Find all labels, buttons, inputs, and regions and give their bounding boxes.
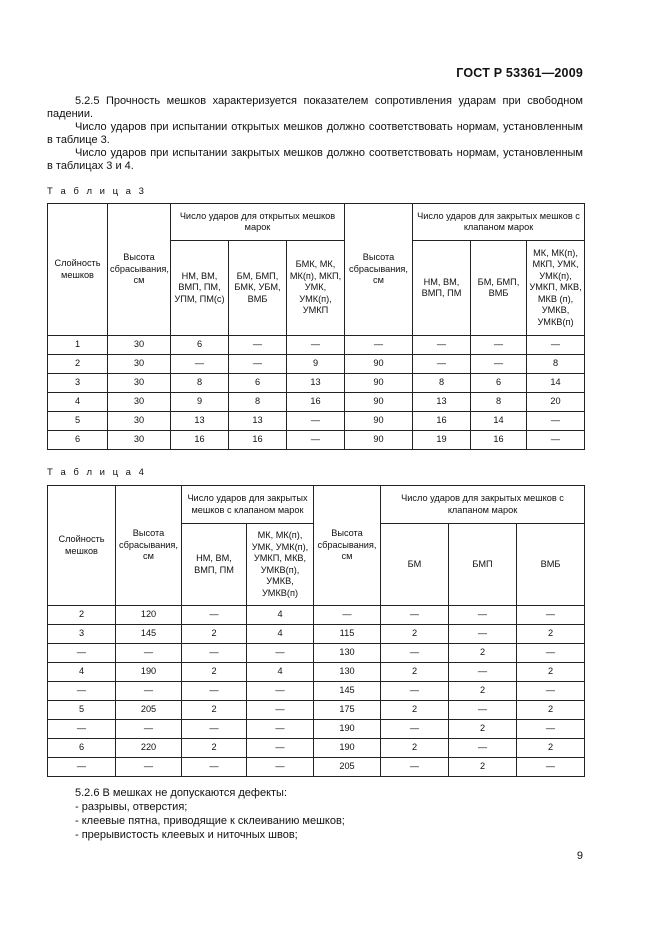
- table-cell: 90: [345, 355, 413, 374]
- table-cell: —: [48, 682, 116, 701]
- table-cell: 4: [247, 606, 314, 625]
- table-cell: —: [471, 355, 527, 374]
- table-cell: —: [116, 758, 182, 777]
- table-cell: 30: [108, 412, 171, 431]
- header-height-2: Высота сбрасывания, см: [345, 204, 413, 336]
- table-cell: 2: [381, 701, 449, 720]
- table-cell: 16: [171, 431, 229, 450]
- table-cell: 2: [517, 701, 585, 720]
- table-cell: —: [247, 758, 314, 777]
- table-row: [48, 758, 585, 777]
- page-number: 9: [576, 850, 583, 862]
- header-open-col-3: БМК, МК, МК(п), МКП, УМК, УМК(п), УМКП: [287, 241, 345, 336]
- table-cell: 2: [182, 625, 247, 644]
- table-cell: 8: [471, 393, 527, 412]
- paragraph-text: 5.2.5 Прочность мешков характеризуется показателем сопротивления ударам при свободном падении.: [47, 95, 583, 120]
- table-cell: 6: [171, 336, 229, 355]
- table-cell: —: [247, 739, 314, 758]
- table-cell: 90: [345, 431, 413, 450]
- header-open-bags: Число ударов для открытых мешков марок: [171, 204, 345, 241]
- table-cell: 90: [345, 374, 413, 393]
- header-height-2: Высота сбрасывания, см: [314, 486, 381, 606]
- header-open-col-1: НМ, ВМ, ВМП, ПМ, УПМ, ПМ(с): [171, 241, 229, 336]
- table-cell: 4: [247, 625, 314, 644]
- header-closed-b-col-1: БМ: [381, 524, 449, 606]
- table-cell: —: [381, 758, 449, 777]
- table-cell: 2: [449, 720, 517, 739]
- table-cell: 2: [48, 606, 116, 625]
- table-cell: 16: [287, 393, 345, 412]
- table-row: [48, 625, 585, 644]
- table-cell: —: [247, 644, 314, 663]
- table-cell: —: [116, 720, 182, 739]
- table-cell: 190: [116, 663, 182, 682]
- table-cell: —: [229, 355, 287, 374]
- table-cell: —: [449, 663, 517, 682]
- table-cell: 90: [345, 393, 413, 412]
- table-cell: 20: [527, 393, 585, 412]
- table-cell: 2: [381, 625, 449, 644]
- table-cell: —: [517, 606, 585, 625]
- table-cell: —: [449, 739, 517, 758]
- defect-item: - клеевые пятна, приводящие к склеиванию мешков;: [75, 815, 345, 827]
- table-row: [48, 355, 585, 374]
- table-cell: —: [287, 431, 345, 450]
- table-cell: 3: [48, 625, 116, 644]
- table-cell: —: [381, 606, 449, 625]
- table-row: [48, 336, 585, 355]
- table-cell: 16: [229, 431, 287, 450]
- table-cell: —: [48, 758, 116, 777]
- table-cell: —: [116, 644, 182, 663]
- table-4: [47, 485, 585, 777]
- header-closed-bags-a: Число ударов для закрытых мешков с клапаном марок: [182, 486, 314, 524]
- table-cell: —: [182, 720, 247, 739]
- paragraph-text: Число ударов при испытании открытых мешков должно соответствовать нормам, установленным в таблице 3.: [47, 121, 583, 146]
- table-cell: 8: [229, 393, 287, 412]
- table-cell: 9: [287, 355, 345, 374]
- table-cell: —: [381, 720, 449, 739]
- defect-item: - разрывы, отверстия;: [75, 801, 188, 813]
- table-cell: 2: [182, 701, 247, 720]
- header-closed-col-3: МК, МК(п), МКП, УМК, УМК(п), УМКП, МКВ, МКВ (п), УМКВ, УМКВ(п): [527, 241, 585, 336]
- table-cell: 6: [48, 431, 108, 450]
- table-cell: 2: [449, 644, 517, 663]
- table-cell: —: [413, 336, 471, 355]
- table-cell: 30: [108, 355, 171, 374]
- table-cell: —: [247, 682, 314, 701]
- header-closed-a-col-2: МК, МК(п), УМК, УМК(п), УМКП, МКВ, УМКВ(п), УМКВ, УМКВ(п): [247, 524, 314, 606]
- table-row: [48, 682, 585, 701]
- table-cell: 5: [48, 412, 108, 431]
- table-cell: —: [413, 355, 471, 374]
- table-cell: —: [48, 644, 116, 663]
- table-cell: 30: [108, 374, 171, 393]
- table-cell: 14: [527, 374, 585, 393]
- header-closed-bags: Число ударов для закрытых мешков с клапаном марок: [413, 204, 585, 241]
- table-cell: —: [449, 701, 517, 720]
- header-closed-bags-b: Число ударов для закрытых мешков с клапаном марок: [381, 486, 585, 524]
- table-cell: 145: [314, 682, 381, 701]
- header-layer: Слойность мешков: [48, 204, 108, 336]
- table-cell: 9: [171, 393, 229, 412]
- table-cell: 2: [381, 663, 449, 682]
- header-open-col-2: БМ, БМП, БМК, УБМ, ВМБ: [229, 241, 287, 336]
- table-cell: —: [449, 625, 517, 644]
- table-cell: 120: [116, 606, 182, 625]
- table-cell: 14: [471, 412, 527, 431]
- table-cell: 2: [517, 663, 585, 682]
- table-cell: 175: [314, 701, 381, 720]
- table-cell: 2: [381, 739, 449, 758]
- table-cell: 130: [314, 663, 381, 682]
- table-row: [48, 393, 585, 412]
- paragraph-text: Число ударов при испытании закрытых мешков должно соответствовать нормам, установленным в таблицах 3 и 4.: [47, 147, 583, 172]
- table-cell: 30: [108, 393, 171, 412]
- table-cell: 13: [171, 412, 229, 431]
- table4-caption: Т а б л и ц а 4: [47, 467, 147, 478]
- table-cell: 130: [314, 644, 381, 663]
- table-row: [48, 720, 585, 739]
- table-cell: —: [182, 644, 247, 663]
- table-cell: 30: [108, 336, 171, 355]
- table-cell: —: [517, 720, 585, 739]
- table-cell: 2: [48, 355, 108, 374]
- table-cell: —: [116, 682, 182, 701]
- table3-caption: Т а б л и ц а 3: [47, 186, 147, 197]
- table-cell: 30: [108, 431, 171, 450]
- table-cell: 6: [48, 739, 116, 758]
- table-row: [48, 374, 585, 393]
- table-cell: 8: [413, 374, 471, 393]
- table-cell: 2: [449, 682, 517, 701]
- table-cell: —: [527, 431, 585, 450]
- table-cell: 2: [449, 758, 517, 777]
- header-closed-a-col-1: НМ, ВМ, ВМП, ПМ: [182, 524, 247, 606]
- table-cell: 205: [314, 758, 381, 777]
- table-row: [48, 644, 585, 663]
- table-cell: 2: [182, 663, 247, 682]
- table-cell: 13: [413, 393, 471, 412]
- paragraph-closed-bags: [47, 147, 583, 173]
- table-cell: 13: [287, 374, 345, 393]
- table-cell: —: [182, 758, 247, 777]
- table-cell: —: [48, 720, 116, 739]
- table-cell: —: [182, 606, 247, 625]
- table-cell: —: [517, 682, 585, 701]
- table-cell: 5: [48, 701, 116, 720]
- table-cell: —: [229, 336, 287, 355]
- table-cell: 220: [116, 739, 182, 758]
- table-cell: —: [517, 758, 585, 777]
- paragraph-open-bags: [47, 121, 583, 147]
- table-cell: 8: [171, 374, 229, 393]
- table-cell: —: [517, 644, 585, 663]
- table-cell: —: [527, 336, 585, 355]
- header-layer: Слойность мешков: [48, 486, 116, 606]
- table-cell: 1: [48, 336, 108, 355]
- table-cell: —: [527, 412, 585, 431]
- header-closed-col-1: НМ, ВМ, ВМП, ПМ: [413, 241, 471, 336]
- table-row: [48, 663, 585, 682]
- table-cell: —: [287, 336, 345, 355]
- table-cell: 2: [517, 739, 585, 758]
- header-closed-col-2: БМ, БМП, ВМБ: [471, 241, 527, 336]
- table-cell: —: [182, 682, 247, 701]
- table-row: [48, 412, 585, 431]
- table-cell: 6: [471, 374, 527, 393]
- table-cell: 145: [116, 625, 182, 644]
- table-cell: —: [345, 336, 413, 355]
- defects-list: [75, 786, 345, 842]
- table-cell: —: [171, 355, 229, 374]
- table-cell: —: [247, 720, 314, 739]
- paragraph-5-2-5: [47, 95, 583, 121]
- table-cell: —: [381, 644, 449, 663]
- table-cell: 190: [314, 720, 381, 739]
- table-cell: —: [449, 606, 517, 625]
- table-cell: 8: [527, 355, 585, 374]
- table-row: [48, 431, 585, 450]
- table-cell: 16: [471, 431, 527, 450]
- header-height: Высота сбрасывания, см: [116, 486, 182, 606]
- table-cell: 115: [314, 625, 381, 644]
- table-cell: 4: [247, 663, 314, 682]
- table-cell: 190: [314, 739, 381, 758]
- table-cell: 205: [116, 701, 182, 720]
- table-row: [48, 701, 585, 720]
- table-cell: 16: [413, 412, 471, 431]
- header-closed-b-col-3: ВМБ: [517, 524, 585, 606]
- table-cell: 3: [48, 374, 108, 393]
- table-cell: —: [287, 412, 345, 431]
- table-cell: —: [381, 682, 449, 701]
- table-cell: 2: [182, 739, 247, 758]
- table-cell: —: [247, 701, 314, 720]
- defect-item: - прерывистость клеевых и ниточных швов;: [75, 829, 298, 841]
- table-row: [48, 739, 585, 758]
- table-cell: 13: [229, 412, 287, 431]
- defects-heading: 5.2.6 В мешках не допускаются дефекты:: [75, 787, 288, 799]
- document-code: ГОСТ Р 53361—2009: [456, 66, 583, 80]
- table-cell: —: [314, 606, 381, 625]
- table-cell: 6: [229, 374, 287, 393]
- table-cell: 2: [517, 625, 585, 644]
- table-row: [48, 606, 585, 625]
- header-closed-b-col-2: БМП: [449, 524, 517, 606]
- table-cell: 4: [48, 663, 116, 682]
- table-cell: 19: [413, 431, 471, 450]
- header-height: Высота сбрасывания, см: [108, 204, 171, 336]
- table-cell: —: [471, 336, 527, 355]
- table-3: [47, 203, 585, 450]
- table-cell: 90: [345, 412, 413, 431]
- table-cell: 4: [48, 393, 108, 412]
